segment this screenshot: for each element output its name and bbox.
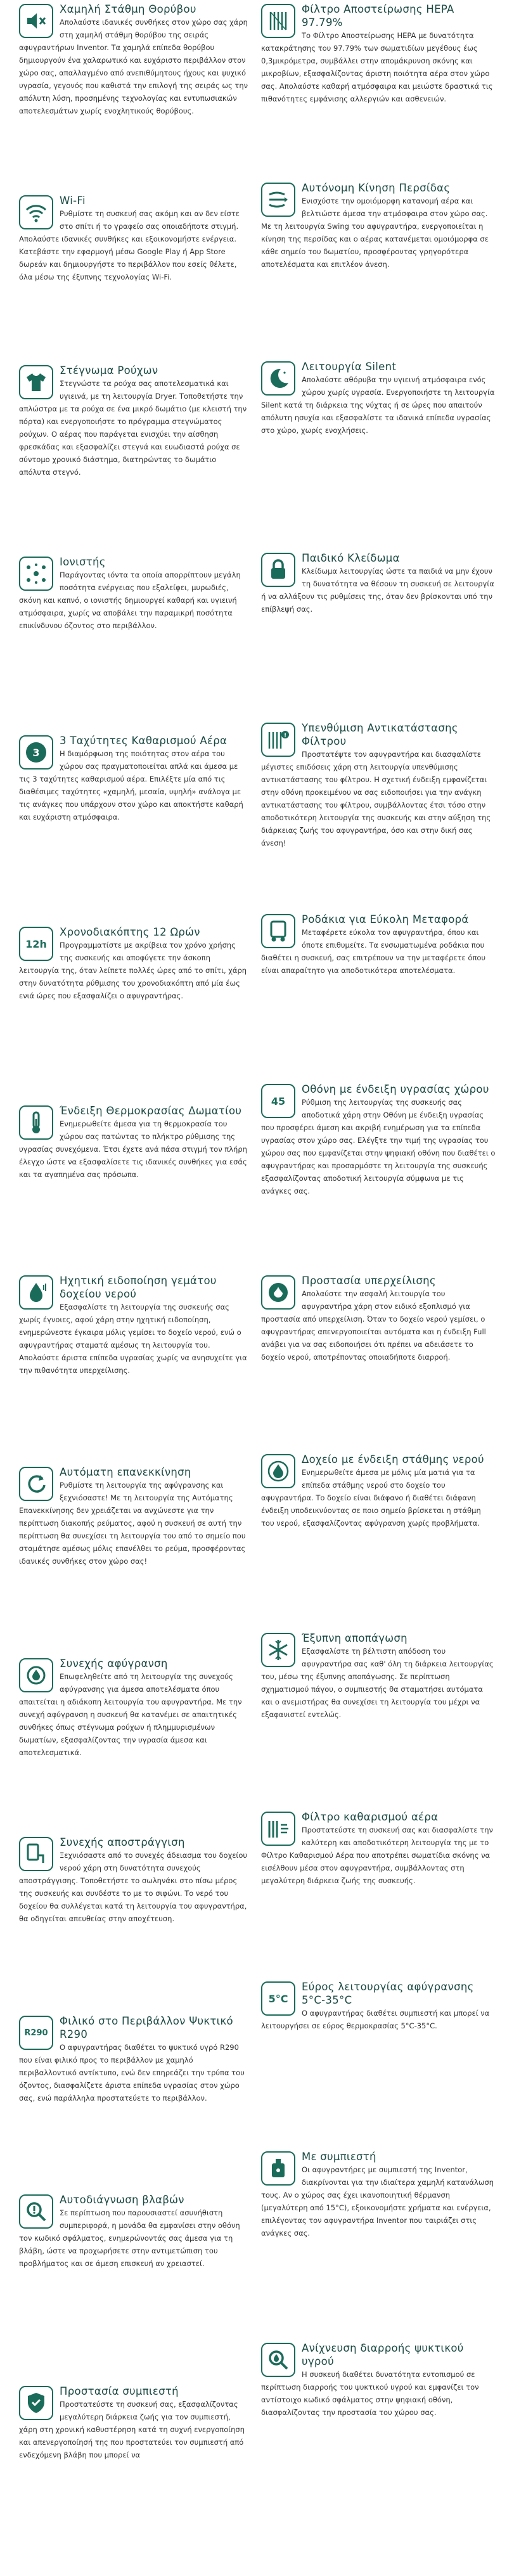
feature-item [261,913,496,1079]
feature-description: Προστατεύστε τη συσκευή σας και διασφαλίστε την καλύτερη και αποδοτικότερη λειτουργία της με το Φίλτρο Καθαρισμού Αέρα που αποτρέπει σωματίδια σκόνης να εισέλθουν μέσα στον αφυγραντήρα, συμβάλλοντας στη μεγαλύτερη διάρκεια ζωής της συσκευής. [261,1826,493,1885]
feature-description: Στεγνώστε τα ρούχα σας αποτελεσματικά και υγιεινά, με τη λειτουργία Dryer. Τοποθετήστε την απλώστρα με τα ρούχα σε ένα μικρό δωμάτιο (με κλειστή την πόρτα) και ενεργοποιήστε το πρόγραμμα στεγνώματος ρούχων. Ο αέρας που παράγεται ενισχύει την αίσθηση φρεσκάδας και εξασφαλίζει στεγνά και ευωδιαστά ρούχα σε σύντομο χρονικό διάστημα, διατηρώντας το δωμάτιο απόλυτα στεγνό. [19,379,247,477]
air-filter-icon [261,1812,295,1846]
feature-description: Ο αφυγραντήρας διαθέτει συμπιεστή και μπορεί να λειτουργήσει σε εύρος θερμοκρασίας 5°C-35°C. [261,2009,490,2030]
feature-title: Ένδειξη Θερμοκρασίας Δωματίου [60,1105,242,1117]
humidity-display-icon [261,1084,295,1118]
continuous-icon [19,1658,53,1692]
feature-description: Επωφεληθείτε από τη λειτουργία της συνεχούς αφύγρανσης για άμεσα αποτελέσματα όπου απαιτείται η αδιάκοπη λειτουργία του αφυγραντήρα. Με την συνεχή αφύγρανση η συσκευή θα κατανέμει σε απαιτητικές συνθήκες όπως στέγνωμα ρούχων ή πλημμυρισμένων δωματίων, εξασφαλίζοντας την υγρασία άμεσα και αποτελεσματικά. [19,1672,242,1757]
drain-icon [19,1837,53,1871]
shield-icon [19,2386,53,2420]
feature-description: Απολαύστε αθόρυβα την υγιεινή ατμόσφαιρα ενός χώρου χωρίς υγρασία. Ενεργοποιήστε τη λειτουργία Silent κατά τη διάρκεια της νύχτας ή σε ώρες που απαιτούν απόλυτη ησυχία και εξασφαλίστε τα ιδανικά επίπεδα υγρασίας στο χώρο, χωρίς ενοχλήσεις. [261,375,495,435]
feature-title: Φίλτρο Αποστείρωσης HEPA 97.79% [302,3,454,29]
feature-title: Προστασία υπερχείλισης [302,1275,436,1287]
feature-title: Φίλτρο καθαρισμού αέρα [302,1811,439,1823]
feature-item [19,1465,248,1653]
feature-description: Η διαμόρφωση της ποιότητας στον αέρα του χώρου σας πραγματοποιείται απλά και άμεσα με τις 3 ταχύτητες καθαρισμού αέρα. Επιλέξτε μία από τις διαθέσιμες ταχύτητες «χαμηλή, μεσαία, υψηλή» ανάλογα με τις ανάγκες που υπάρχουν στον χώρο και αποκτήστε καθαρή και ευχάριστη ατμόσφαιρα. [19,749,243,821]
shirt-icon [19,365,53,399]
feature-title: Φιλικό στο Περιβάλλον Ψυκτικό R290 [60,2015,233,2040]
feature-title: Προστασία συμπιεστή [60,2385,179,2397]
feature-description: Ξεχνιόσαστε από το συνεχές άδειασμα του δοχείου νερού χάρη στη δυνατότητα συνεχούς αποστράγγισης. Τοποθετήστε το σωληνάκι στο πίσω μέρος της συσκευής και συνδέστε το με το σιφώνι. Το νερό του δοχείου θα συλλέγεται κατά τη λειτουργία του αφυγραντήρα, θα οδηγείται απευθείας στην αποχέτευση. [19,1851,248,1923]
feature-title: Οθόνη με ένδειξη υγρασίας χώρου [302,1083,489,1095]
feature-item [261,360,496,548]
feature-description: Ρυθμίστε τη λειτουργία της αφύγρανσης και ξεχνιόσαστε! Με τη λειτουργία της Αυτόματης Επανεκκίνησης δεν χρειάζεται να ανχώνεστε για την περίπτωση διακοπής ρεύματος, αφού η συσκευή σε αυτή την περίπτωση θα συνεχίσει τη λειτουργία του από το σημείο που σταμάτησε αμέσως μόλις επανέλθει το ρεύμα, προσφέροντας ιδανικές συνθήκες στον χώρο σας! [19,1481,246,1566]
leak-detection-icon [261,2343,295,2377]
feature-item [261,551,496,718]
feature-description: Ρύθμιση της λειτουργίας της συσκευής σας αποδοτικά χάρη στην Οθόνη με ένδειξη υγρασίας που προσφέρει άμεση και ακριβή ενημέρωση για τα επίπεδα υγρασίας στον χώρο σας. Ελέγξτε την τιμή της υγρασίας του χώρου σας που εμφανίζεται στην ψηφιακή οθόνη που διαθέτει ο αφυγραντήρας και προσαρμόστε τη λειτουργία της συσκευής εξασφαλίζοντας αποδοτική λειτουργία σύμφωνα με τις ανάγκες σας. [261,1098,496,1195]
feature-description: Ρυθμίστε τη συσκευή σας ακόμη και αν δεν είστε στο σπίτι ή το γραφείο σας οποιαδήποτε στιγμή. Απολαύστε ιδανικές συνθήκες και εξοικονομήστε ενέργεια. Κατεβάστε την εφαρμογή μέσω Google Play ή App Store δωρεάν και δημιουργήστε το περιβάλλον που εσείς θέλετε, όλα μέσω της έξυπνης τεχνολογίας Wi-Fi. [19,209,240,281]
feature-title: Υπενθύμιση Αντικατάστασης Φίλτρου [302,722,458,747]
feature-item [261,181,496,356]
feature-item [19,1836,248,2011]
compressor-icon [261,2151,295,2186]
feature-description: Ενισχύστε την ομοιόμορφη κατανομή αέρα και βελτιώστε άμεσα την ατμόσφαιρα στον χώρο σας. Με τη λειτουργία Swing του αφυγραντήρα, ενεργοποιείται η κίνηση της περσίδας και ο αέρας κατανέμεται ομοιόμορφα σε κάθε σημείο του δωματίου, προσφέροντας γρηγορότερα αποτελέσματα και επιτλέον άνεση. [261,196,489,269]
feature-description: Η συσκευή διαθέτει δυνατότητα εντοπισμού σε περίπτωση διαρροής του ψυκτικού υγρού και εμφανίζει τον αντίστοιχο κωδικό σφάλματος στην ψηφιακή οθόνη, διασφαλίζοντας την προστασία του χώρου σας. [261,2370,479,2417]
temp-range-icon [261,1981,295,2016]
feature-title: Έξυπνη αποπάγωση [302,1632,408,1644]
feature-item [261,721,496,909]
feature-title: Ανίχνευση διαρροής ψυκτικού υγρού [302,2342,464,2367]
feature-item [19,734,248,922]
feature-description: Προγραμματίστε με ακρίβεια τον χρόνο χρήσης της συσκευής και αποφύγετε την άσκοπη λειτουργία της, όταν λείπετε πολλές ώρες από το σπίτι, χάρη στην δυνατότητα ρύθμισης του χρονοδιακόπτη από μία έως ενιά ώρες που εξασφαλίζει ο αφυγραντήρας. [19,941,247,1000]
icon-label: 5°C [268,1992,288,2005]
feature-item [19,1274,248,1462]
feature-item [19,925,248,1100]
water-level-icon [261,1454,295,1488]
feature-item [261,2150,496,2338]
feature-item [261,2341,496,2516]
feature-title: Στέγνωμα Ρούχων [60,364,158,377]
feature-item [19,2193,248,2381]
feature-item [261,1453,496,1628]
feature-title: Εύρος λειτουργίας αφύγρανσης 5°C-35°C [302,1981,474,2006]
feature-title: Ιονιστής [60,556,106,568]
feature-item [261,1274,496,1449]
feature-title: Ροδάκια για Εύκολη Μεταφορά [302,913,469,925]
hepa-filter-icon [261,4,295,38]
silence-icon [19,4,53,38]
feature-item [261,3,496,177]
moon-icon [261,361,295,396]
feature-item [19,364,248,551]
feature-title: Χαμηλή Στάθμη Θορύβου [60,3,196,15]
feature-description: Απολαύστε την ασφαλή λειτουργία του αφυγραντήρα χάρη στον ειδικό εξοπλισμό για προστασία από υπερχείλιση. Όταν το δοχείο νερού γεμίσει, ο αφυγραντήρας απενεργοποιείται αυτόματα και η ένδειξη Full ανάβει για να σας ειδοποιήσει ότι πρέπει να αδειάσετε το δοχείο νερού, αποτρέποντας οποιαδήποτε διαρροή. [261,1289,486,1362]
ionizer-icon [19,557,53,591]
feature-title: Ηχητική ειδοποίηση γεμάτου δοχείου νερού [60,1275,217,1300]
feature-title: Με συμπιεστή [302,2151,376,2163]
timer-icon [19,927,53,961]
wifi-icon [19,195,53,229]
svg-text:!: ! [283,733,287,739]
feature-item [19,1104,248,1270]
feature-description: Προστατέψτε τον αφυγραντήρα και διασφαλίστε μέγιστες επιδόσεις χάρη στη λειτουργία υπενθύμισης αντικατάστασης του φίλτρου. Η σχετική ένδειξη εμφανίζεται στην οθόνη προκειμένου να σας ειδοποιήσει για την ανάγκη αντικατάστασης του φίλτρου, συμβάλλοντας έτσι τόσο στην αποδοτικότερη λειτουργία της συσκευής και στην αύξηση της διάρκειας ζωής του αφυγραντήρα, όσο και στην δική σας άνεση! [261,750,491,847]
feature-item [19,2385,248,2572]
feature-description: Εξασφαλίστε τη βέλτιστη απόδοση του αφυγραντήρα σας καθ' όλη τη διάρκεια λειτουργίας του, μέσω της έξυπνης αποπάγωσης. Σε περίπτωση σχηματισμού πάγου, ο συμπιεστής θα σταματήσει αυτόματα και ο ανεμιστήρας θα συνεχίσει τη λειτουργία του μέχρι να εξαφανιστεί εντελώς. [261,1647,494,1719]
wheels-icon [261,914,295,948]
feature-description: Σε περίπτωση που παρουσιαστεί ασυνήθιστη συμπεριφορά, η μονάδα θα εμφανίσει στην οθόνη τον κωδικό σφάλματος, ενημερώνοντάς σας άμεσα για τη βλάβη, ώστε να προχωρήσετε στην αντιμετώπιση του προβλήματος και σε άμεση επισκευή αν χρειαστεί. [19,2208,240,2268]
feature-title: Συνεχής αφύγρανση [60,1658,168,1670]
feature-description: Οι αφυγραντήρες με συμπιεστή της Inventor, διακρίνονται για την ιδιαίτερα χαμηλή κατανάλωση τους. Αν ο χώρος σας έχει ικανοποιητική θέρμανση (μεγαλύτερη από 15°C), εξοικονομήστε χρήματα και ενέργεια, επιλέγοντας τον αφυγραντήρα Inventor που ταιριάζει στις ανάγκες σας. [261,2165,494,2238]
feature-item [261,1810,496,1976]
feature-description: Το Φίλτρο Αποστείρωσης HEPA με δυνατότητα κατακράτησης του 97.79% των σωματιδίων μεγέθους έως 0,3μικρόμετρα, συμβάλλει στην απομάκρυνση σκόνης και μικροβίων, εξασφαλίζοντας άριστη ποιότητα αέρα στον χώρο σας. Απολαύστε καθαρή ατμόσφαιρα και μειώστε δραστικά τις πιθανότητες εμφάνισης αλλεργιών και ασθενειών. [261,31,493,103]
feature-description: Παράγοντας ιόντα τα οποία απορρίπτουν μεγάλη ποσότητα ενέργειας που εξαλείφει, μυρωδιές, σκόνη και καπνό, ο ιονιστής δημιουργεί καθαρή και υγιεινή ατμόσφαιρα, χωρίς να αποβάλει την παραμικρή ποσότητα επικίνδυνου όζοντος στο περιβάλλον. [19,570,241,630]
feature-item [19,194,248,360]
feature-title: Συνεχής αποστράγγιση [60,1836,185,1848]
diagnosis-icon [19,2194,53,2229]
feature-title: Wi-Fi [60,195,86,207]
fan-speed-icon [19,735,53,770]
features-column-right [254,0,507,2576]
feature-title: Λειτουργία Silent [302,361,397,373]
feature-item [19,555,248,730]
feature-description: Προστατεύστε τη συσκευή σας, εξασφαλίζοντας μεγαλύτερη διάρκεια ζωής για τον συμπιεστή, χάρη στη χρονική καθυστέρηση κατά τη συχνή ενεργοποίηση και απενεργοποίησή της που προστατεύει τον συμπιεστή από ενδεχόμενη βλάβη που μπορεί να [19,2400,245,2459]
feature-description: Κλείδωμα λειτουργίας ώστε τα παιδιά να μην έχουν τη δυνατότητα να θέσουν τη συσκευή σε λειτουργία ή να αλλάξουν τις ρυθμίσεις της, όταν δεν βρίσκονται υπό την επίβλεψή σας. [261,567,494,614]
restart-icon [19,1467,53,1501]
feature-title: Αυτόνομη Κίνηση Περσίδας [302,182,451,194]
feature-description: Ενημερωθείτε άμεσα με μόλις μία ματιά για τα επίπεδα στάθμης νερού στο δοχείο του αφυγραντήρα. Το δοχείο είναι διάφανο ή διαθέτει διάφανη ένδειξη υποδεικνύοντας σε ποιο σημείο βρίσκεται η στάθμη του νερού, εξασφαλίζοντας αφύγρανση χωρίς προβλήματα. [261,1468,481,1528]
feature-title: Χρονοδιακόπτης 12 Ωρών [60,926,200,938]
overflow-icon [261,1275,295,1310]
feature-item [261,1632,496,1806]
feature-description: Εξασφαλίστε τη λειτουργία της συσκευής σας χωρίς έγνοιες, αφού χάρη στην ηχητική ειδοποίηση, ενημερώνεστε έγκαιρα μόλις γεμίσει το δοχείο νερού, ενώ ο αφυγραντήρας σταματά αμέσως τη λειτουργία του. Απολαύστε άριστα επίπεδα υγρασίας χωρίς να ανησυχείτε για την πιθανότητα υπερχείλισης. [19,1303,247,1375]
tank-alert-icon [19,1275,53,1310]
feature-description: Ο αφυγραντήρας διαθέτει το ψυκτικό υγρό R290 που είναι φιλικό προς το περιβάλλον με χαμηλό περιβαλλοντικό αντίκτυπο, ενώ δεν επηρεάζει την τρύπα του όζοντος, διασφαλίζετε άριστα επίπεδα υγρασίας στον χώρο σας, ενώ παράλληλα προστατεύετε το περιβάλλον. [19,2043,245,2103]
feature-description: Απολαύστε ιδανικές συνθήκες στον χώρο σας χάρη στη χαμηλή στάθμη θορύβου της σειράς αφυγραντήρων Inventor. Τα χαμηλά επίπεδα θορύβου δημιουργούν ένα χαλαρωτικό και ευχάριστο περιβάλλον στον χώρο σας, απαλλαγμένο από ανεπιθύμητους ήχους και ψυχικό υγρασία, γεγονός που καθιστά την επιλογή της σειράς ως την απόλυτη λύση, προσημένης τεχνολογίας και εντυπωσιακών αποτελεσμάτων χωρίς ενοχλητικούς θορύβους. [19,18,248,115]
feature-item [261,1083,496,1270]
r290-icon [19,2016,53,2050]
feature-title: Παιδικό Κλείδωμα [302,552,400,564]
feature-description: Μεταφέρετε εύκολα τον αφυγραντήρα, όπου και όποτε επιθυμείτε. Τα ενσωματωμένα ροδάκια που διαθέτει η συσκευή, σας επιτρέπουν να την μεταφέρετε όπου είναι απαραίτητο για αποδοτικότερα αποτελέσματα. [261,928,486,975]
feature-item [19,1657,248,1832]
feature-description: Ενημερωθείτε άμεσα για τη θερμοκρασία του χώρου σας πατώντας το πλήκτρο ρύθμισης της υγρασίας συνεχόμενα. Έτσι έχετε ανά πάσα στιγμή τον πλήρη έλεγχο ώστε να εξασφαλίσετε τις ιδανικές συνθήκες για εσάς και τα αγαπημένα σας πρόσωπα. [19,1119,247,1179]
feature-title: Αυτόματη επανεκκίνηση [60,1466,191,1478]
feature-item [261,1980,496,2146]
icon-label: R290 [24,2028,48,2038]
feature-title: 3 Ταχύτητες Καθαρισμού Αέρα [60,735,228,747]
svg-text:3: 3 [32,747,40,759]
icon-label: 12h [25,937,47,950]
swing-icon [261,183,295,217]
feature-title: Αυτοδιάγνωση βλαβών [60,2194,184,2206]
feature-item [19,3,248,190]
lock-icon [261,553,295,587]
filter-reminder-icon [261,723,295,757]
thermometer-icon [19,1105,53,1140]
feature-title: Δοχείο με ένδειξη στάθμης νερού [302,1453,484,1465]
feature-item [19,2014,248,2189]
icon-label: 45 [271,1095,286,1107]
smart-dry-icon [261,1633,295,1667]
